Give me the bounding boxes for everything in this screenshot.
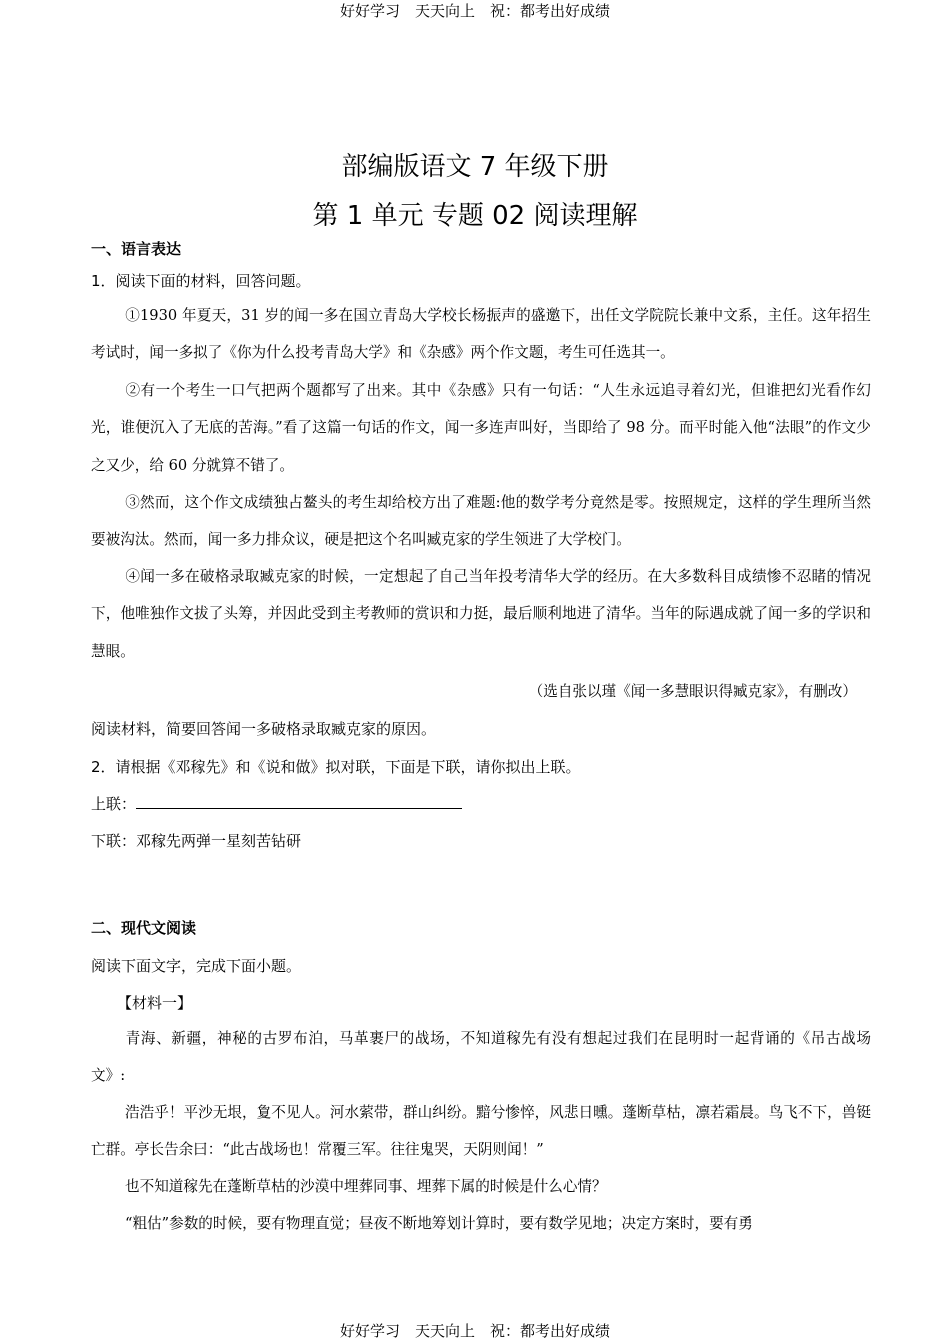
question-1-text: 阅读材料，简要回答闻一多破格录取臧克家的原因。 — [91, 720, 437, 738]
passage-source: （选自张以瑾《闻一多慧眼识得臧克家》，有删改） — [528, 683, 857, 700]
section-heading-reading: 二、现代文阅读 — [91, 919, 197, 937]
document-title: 部编版语文 7 年级下册 — [341, 152, 609, 182]
question-1-prompt: 1．阅读下面的材料，回答问题。 — [91, 272, 311, 290]
question-2-prompt-text: 2．请根据《邓稼先》和《说和做》拟对联，下面是下联，请你拟出上联。 — [91, 758, 581, 776]
couplet-upper-label: 上联： — [91, 795, 137, 813]
page-footer: 好好学习 天天向上 祝：都考出好成绩 — [339, 1322, 610, 1340]
couplet-answer-blank[interactable] — [136, 794, 462, 809]
reading-paragraph: “粗估”参数的时候，要有物理直觉；昼夜不断地筹划计算时，要有数学见地；决定方案时，要有勇 — [125, 1215, 753, 1232]
document-subtitle: 第 1 单元 专题 02 阅读理解 — [312, 201, 638, 231]
couplet-upper-line — [91, 793, 462, 814]
reading-intro: 阅读下面文字，完成下面小题。 — [91, 957, 302, 975]
couplet-lower-line: 下联：邓稼先两弹一星刻苦钻研 — [91, 832, 302, 850]
reading-paragraph: 也不知道稼先在蓬断草枯的沙漠中埋葬同事、埋葬下属的时候是什么心情？ — [125, 1178, 607, 1195]
section-heading-language: 一、语言表达 — [91, 240, 182, 258]
passage-paragraph: ④闻一多在破格录取臧克家的时候，一定想起了自己当年投考清华大学的经历。在大多数科目成绩惨不忍睹的情况下，他唯独作文拔了头筹，并因此受到主考教师的赏识和力挺，最后顺利地进了清华。当年的际遇成就了闻一多的学识和慧眼。 — [91, 568, 871, 660]
passage-paragraph: ③然而，这个作文成绩独占鳌头的考生却给校方出了难题:他的数学考分竟然是零。按照规定，这样的学生理所当然要被沟汰。然而，闻一多力排众议，硬是把这个名叫臧克家的学生领进了大学校门。 — [91, 494, 871, 549]
reading-paragraph: 青海、新疆，神秘的古罗布泊，马革裹尸的战场，不知道稼先有没有想起过我们在昆明时一起背诵的《吊古战场文》: — [91, 1030, 871, 1085]
passage-paragraph: ②有一个考生一口气把两个题都写了出来。其中《杂感》只有一句话：“人生永远追寻着幻光，但谁把幻光看作幻光，谁便沉入了无底的苦海。”看了这篇一句话的作文，闻一多连声叫好，当即给了 98 分。而平时能入他“法眼”的作文少之又少，给 60 分就算不错了。 — [91, 382, 871, 474]
reading-paragraph: 浩浩乎！平沙无垠，夐不见人。河水萦带，群山纠纷。黯兮惨悴，风悲日曛。蓬断草枯，凛若霜晨。鸟飞不下，兽铤亡群。亭长告余曰：“此古战场也！常覆三军。往往鬼哭，天阴则闻！” — [91, 1104, 871, 1159]
material-label: 【材料一】 — [117, 994, 193, 1012]
passage-paragraph: ①1930 年夏天，31 岁的闻一多在国立青岛大学校长杨振声的盛邀下，出任文学院院长兼中文系，主任。这年招生考试时，闻一多拟了《你为什么投考青岛大学》和《杂感》两个作文题，考生可任选其一。 — [91, 307, 871, 362]
page-header: 好好学习 天天向上 祝：都考出好成绩 — [339, 2, 610, 20]
